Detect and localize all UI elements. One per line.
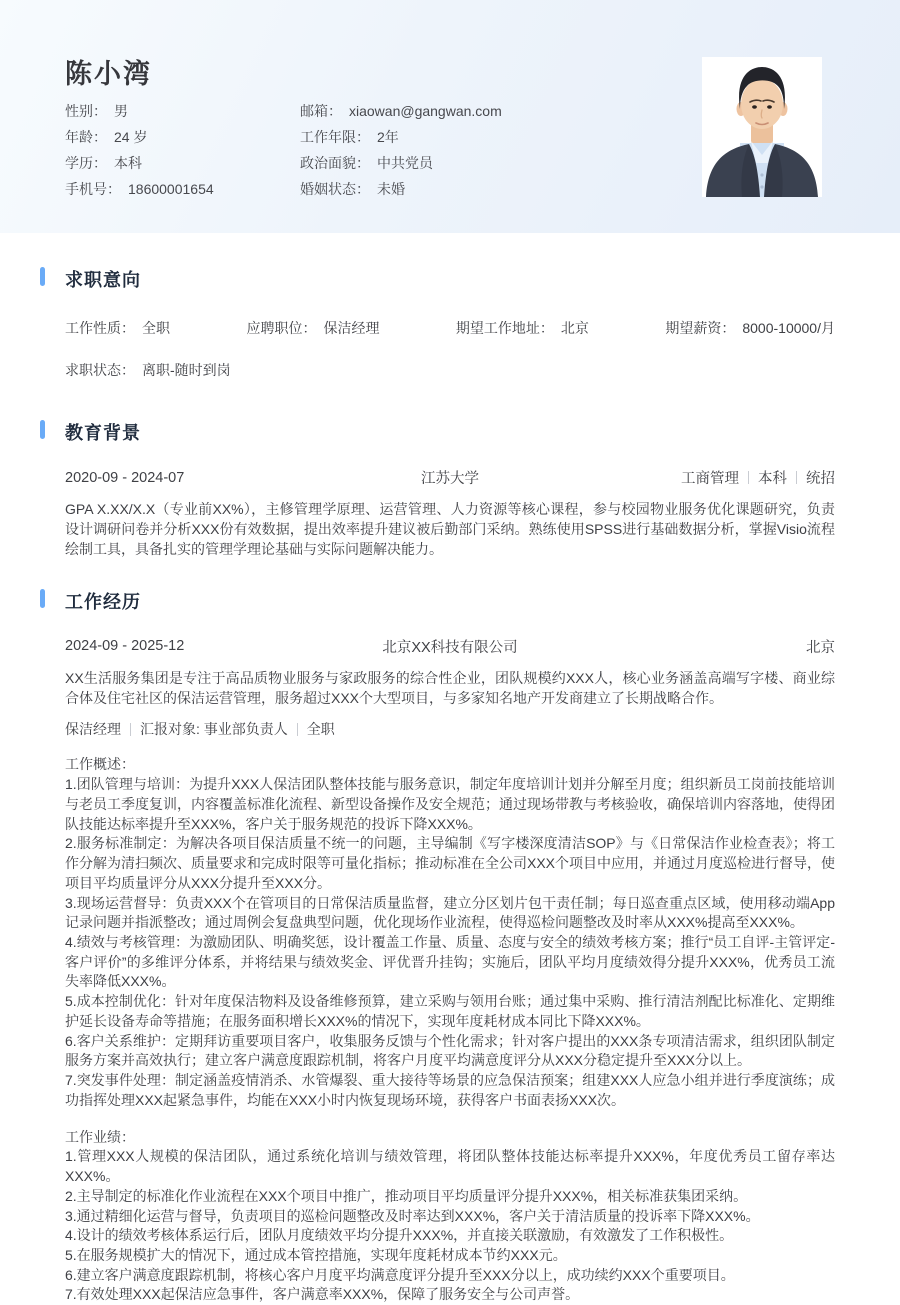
- overview-item: 2.服务标准制定：为解决各项目保洁质量不统一的问题，主导编制《写字楼深度清洁SOP》与《日常保洁作业检查表》；将工作分解为清扫频次、质量要求和完成时限等可量化指标；推动标准在全公司XXX个项目中应用，并通过月度巡检进行督导，使项目平均质量评分从XXX分提升至XXX分。: [65, 835, 836, 891]
- work-achievement-block: [65, 1128, 835, 1305]
- education-detail: [479, 467, 835, 488]
- section-title: 教育背景: [65, 423, 141, 443]
- field-age: [65, 127, 300, 145]
- pair-value: 北京: [560, 320, 589, 336]
- position-row: [65, 719, 835, 739]
- field-gender: [65, 101, 300, 119]
- work-overview-block: [65, 755, 835, 1110]
- work-company: 北京XX科技有限公司: [382, 639, 518, 656]
- field-label: 手机号：: [65, 181, 121, 197]
- education-degree: 本科: [758, 471, 787, 487]
- field-label: 邮箱：: [300, 103, 342, 119]
- profile-photo-illustration: [702, 57, 822, 197]
- field-label: 学历：: [65, 155, 107, 171]
- overview-item: 4.绩效与考核管理：为激励团队、明确奖惩，设计覆盖工作量、质量、态度与安全的绩效考核方案；推行“员工自评-主管评定-客户评价”的多维评分体系，并将结果与绩效奖金、评优晋升挂钩；实施后，团队平均月度绩效得分提升XXX%，优秀员工流失率降低XXX%。: [65, 933, 835, 990]
- field-label: 婚姻状态：: [300, 181, 370, 197]
- field-value: 男: [114, 103, 128, 119]
- pair-value: 全职: [142, 320, 170, 336]
- overview-item: 3.现场运营督导：负责XXX个在管项目的日常保洁质量监督，建立分区划片包干责任制；每日巡查重点区域，使用移动端App记录问题并指派整改；通过周例会复盘典型问题，优化现场作业流程，使得巡检问题整改及时率从XXX%提高至XXX%。: [65, 894, 835, 931]
- field-political-status: [300, 153, 502, 171]
- education-enroll-type: 统招: [806, 471, 835, 487]
- pair-job-nature: [65, 318, 170, 338]
- field-value: 18600001654: [128, 181, 214, 197]
- pair-target-location: [456, 318, 589, 338]
- overview-item: 7.突发事件处理：制定涵盖疫情消杀、水管爆裂、重大接待等场景的应急保洁预案；组建XXX人应急小组并进行季度演练；成功指挥处理XXX起紧急事件，均能在XXX小时内恢复现场环境，获得客户书面表扬XXX次。: [65, 1072, 835, 1108]
- overview-item: 5.成本控制优化：针对年度保洁物料及设备维修预算，建立采购与领用台账；通过集中采购、推行清洁剂配比标准化、定期维护延长设备寿命等措施；在服务面积增长XXX%的情况下，实现年度耗材成本同比下降XXX%。: [65, 993, 835, 1029]
- pair-expected-salary: [665, 318, 835, 338]
- education-school: 江苏大学: [421, 471, 479, 487]
- section-education: [65, 380, 835, 560]
- field-value: xiaowan@gangwan.com: [349, 103, 502, 119]
- education-description: GPA X.XX/X.X（专业前XX%），主修管理学原理、运营管理、人力资源等核心课程，参与校园物业服务优化课题研究，负责设计调研问卷并分析XXX份有效数据，提出效率提升建议被后勤部门采纳。熟练使用SPSS进行基础数据分析，掌握Visio流程绘制工具，具备扎实的管理学理论基础与实际问题解决能力。: [65, 501, 835, 557]
- company-intro: XX生活服务集团是专注于高品质物业服务与家政服务的综合性企业，团队规模约XXX人，核心业务涵盖高端写字楼、商业综合体及住宅社区的保洁运营管理，服务超过XXX个大型项目，与多家知名地产开发商建立了长期战略合作。: [65, 669, 835, 706]
- work-location: 北京: [806, 639, 835, 656]
- separator: [748, 471, 749, 484]
- pair-label: 期望薪资：: [665, 320, 736, 336]
- section-header: [65, 233, 835, 292]
- education-major: 工商管理: [681, 471, 739, 487]
- profile-photo: [702, 57, 822, 197]
- section-title: 工作经历: [65, 591, 141, 612]
- achievement-item: 3.通过精细化运营与督导，负责项目的巡检问题整改及时率达到XXX%，客户关于清洁质量的投诉率下降XXX%。: [65, 1207, 760, 1224]
- work-period: 2024-09 - 2025-12: [65, 638, 185, 655]
- work-meta-row: [65, 636, 835, 657]
- field-value: 未婚: [377, 181, 405, 197]
- pair-label: 应聘职位：: [246, 320, 317, 336]
- achievement-title: 工作业绩：: [65, 1128, 135, 1145]
- work-report-to: 汇报对象: 事业部负责人: [140, 721, 288, 738]
- section-work-experience: [65, 560, 835, 1305]
- section-header: [65, 380, 835, 445]
- pair-job-status: [65, 362, 231, 378]
- candidate-name: 陈小湾: [65, 59, 152, 89]
- achievement-item: 7.有效处理XXX起保洁应急事件，客户满意率XXX%，保障了服务安全与公司声誉。: [65, 1286, 580, 1303]
- pair-label: 求职状态：: [65, 362, 135, 378]
- field-value: 2年: [377, 129, 399, 145]
- section-title: 求职意向: [65, 270, 141, 290]
- achievement-item: 1.管理XXX人规模的保洁团队，通过系统化培训与绩效管理，将团队整体技能达标率提升XXX%，年度优秀员工留存率达XXX%。: [65, 1148, 835, 1185]
- field-email: [300, 101, 502, 119]
- achievement-item: 2.主导制定的标准化作业流程在XXX个项目中推广，推动项目平均质量评分提升XXX%，相关标准获集团采纳。: [65, 1187, 748, 1204]
- section-job-intention: [65, 233, 835, 380]
- achievement-item: 4.设计的绩效考核体系运行后，团队月度绩效平均分提升XXX%，并直接关联激励，有效激发了工作积极性。: [65, 1227, 734, 1244]
- work-position: 保洁经理: [65, 721, 121, 738]
- field-marital-status: [300, 179, 502, 197]
- field-experience-years: [300, 127, 502, 145]
- field-education-level: [65, 153, 300, 171]
- overview-title: 工作概述：: [65, 756, 135, 773]
- education-period: 2020-09 - 2024-07: [65, 469, 185, 486]
- pair-value: 保洁经理: [323, 320, 380, 336]
- resume-body: [0, 233, 900, 1305]
- achievement-item: 5.在服务规模扩大的情况下，通过成本管控措施，实现年度耗材成本节约XXX元。: [65, 1247, 567, 1263]
- field-label: 工作年限：: [300, 129, 370, 145]
- section-header: [65, 560, 835, 614]
- pair-label: 期望工作地址：: [455, 320, 554, 336]
- pair-label: 工作性质：: [65, 320, 135, 336]
- field-label: 性别：: [65, 103, 107, 119]
- section-accent-bar: [40, 267, 45, 286]
- work-job-type: 全职: [306, 721, 335, 738]
- field-value: 中共党员: [377, 155, 433, 171]
- pair-value: 离职-随时到岗: [142, 362, 231, 378]
- pair-target-position: [246, 318, 379, 338]
- personal-info-grid: [65, 101, 502, 197]
- intention-row-2: [65, 360, 835, 380]
- field-label: 政治面貌：: [300, 155, 370, 171]
- education-meta-row: [65, 467, 835, 488]
- pair-value: 8000-10000/月: [742, 320, 835, 336]
- separator: [297, 723, 298, 736]
- intention-row-1: [65, 318, 835, 338]
- section-accent-bar: [40, 420, 45, 439]
- achievement-item: 6.建立客户满意度跟踪机制，将核心客户月度平均满意度评分提升至XXX分以上，成功续约XXX个重要项目。: [65, 1266, 735, 1283]
- field-label: 年龄：: [65, 129, 107, 145]
- section-accent-bar: [40, 589, 45, 608]
- separator: [130, 723, 131, 736]
- field-phone: [65, 179, 300, 197]
- field-value: 24 岁: [114, 129, 148, 145]
- overview-item: 1.团队管理与培训：为提升XXX人保洁团队整体技能与服务意识，制定年度培训计划并分解至月度；组织新员工岗前技能培训与老员工季度复训，内容覆盖标准化流程、新型设备操作及安全规范；通过现场带教与考核验收，确保培训内容落地，使得团队技能达标率提升至XXX%，客户关于服务规范的投诉下降XXX%。: [65, 776, 835, 832]
- overview-item: 6.客户关系维护：定期拜访重要项目客户，收集服务反馈与个性化需求；针对客户提出的XXX条专项清洁需求，组织团队制定服务方案并高效执行；建立客户满意度跟踪机制，将客户月度平均满意度评分从XXX分稳定提升至XXX分以上。: [65, 1032, 835, 1069]
- separator: [796, 471, 797, 484]
- field-value: 本科: [114, 155, 142, 171]
- resume-header: [0, 0, 900, 233]
